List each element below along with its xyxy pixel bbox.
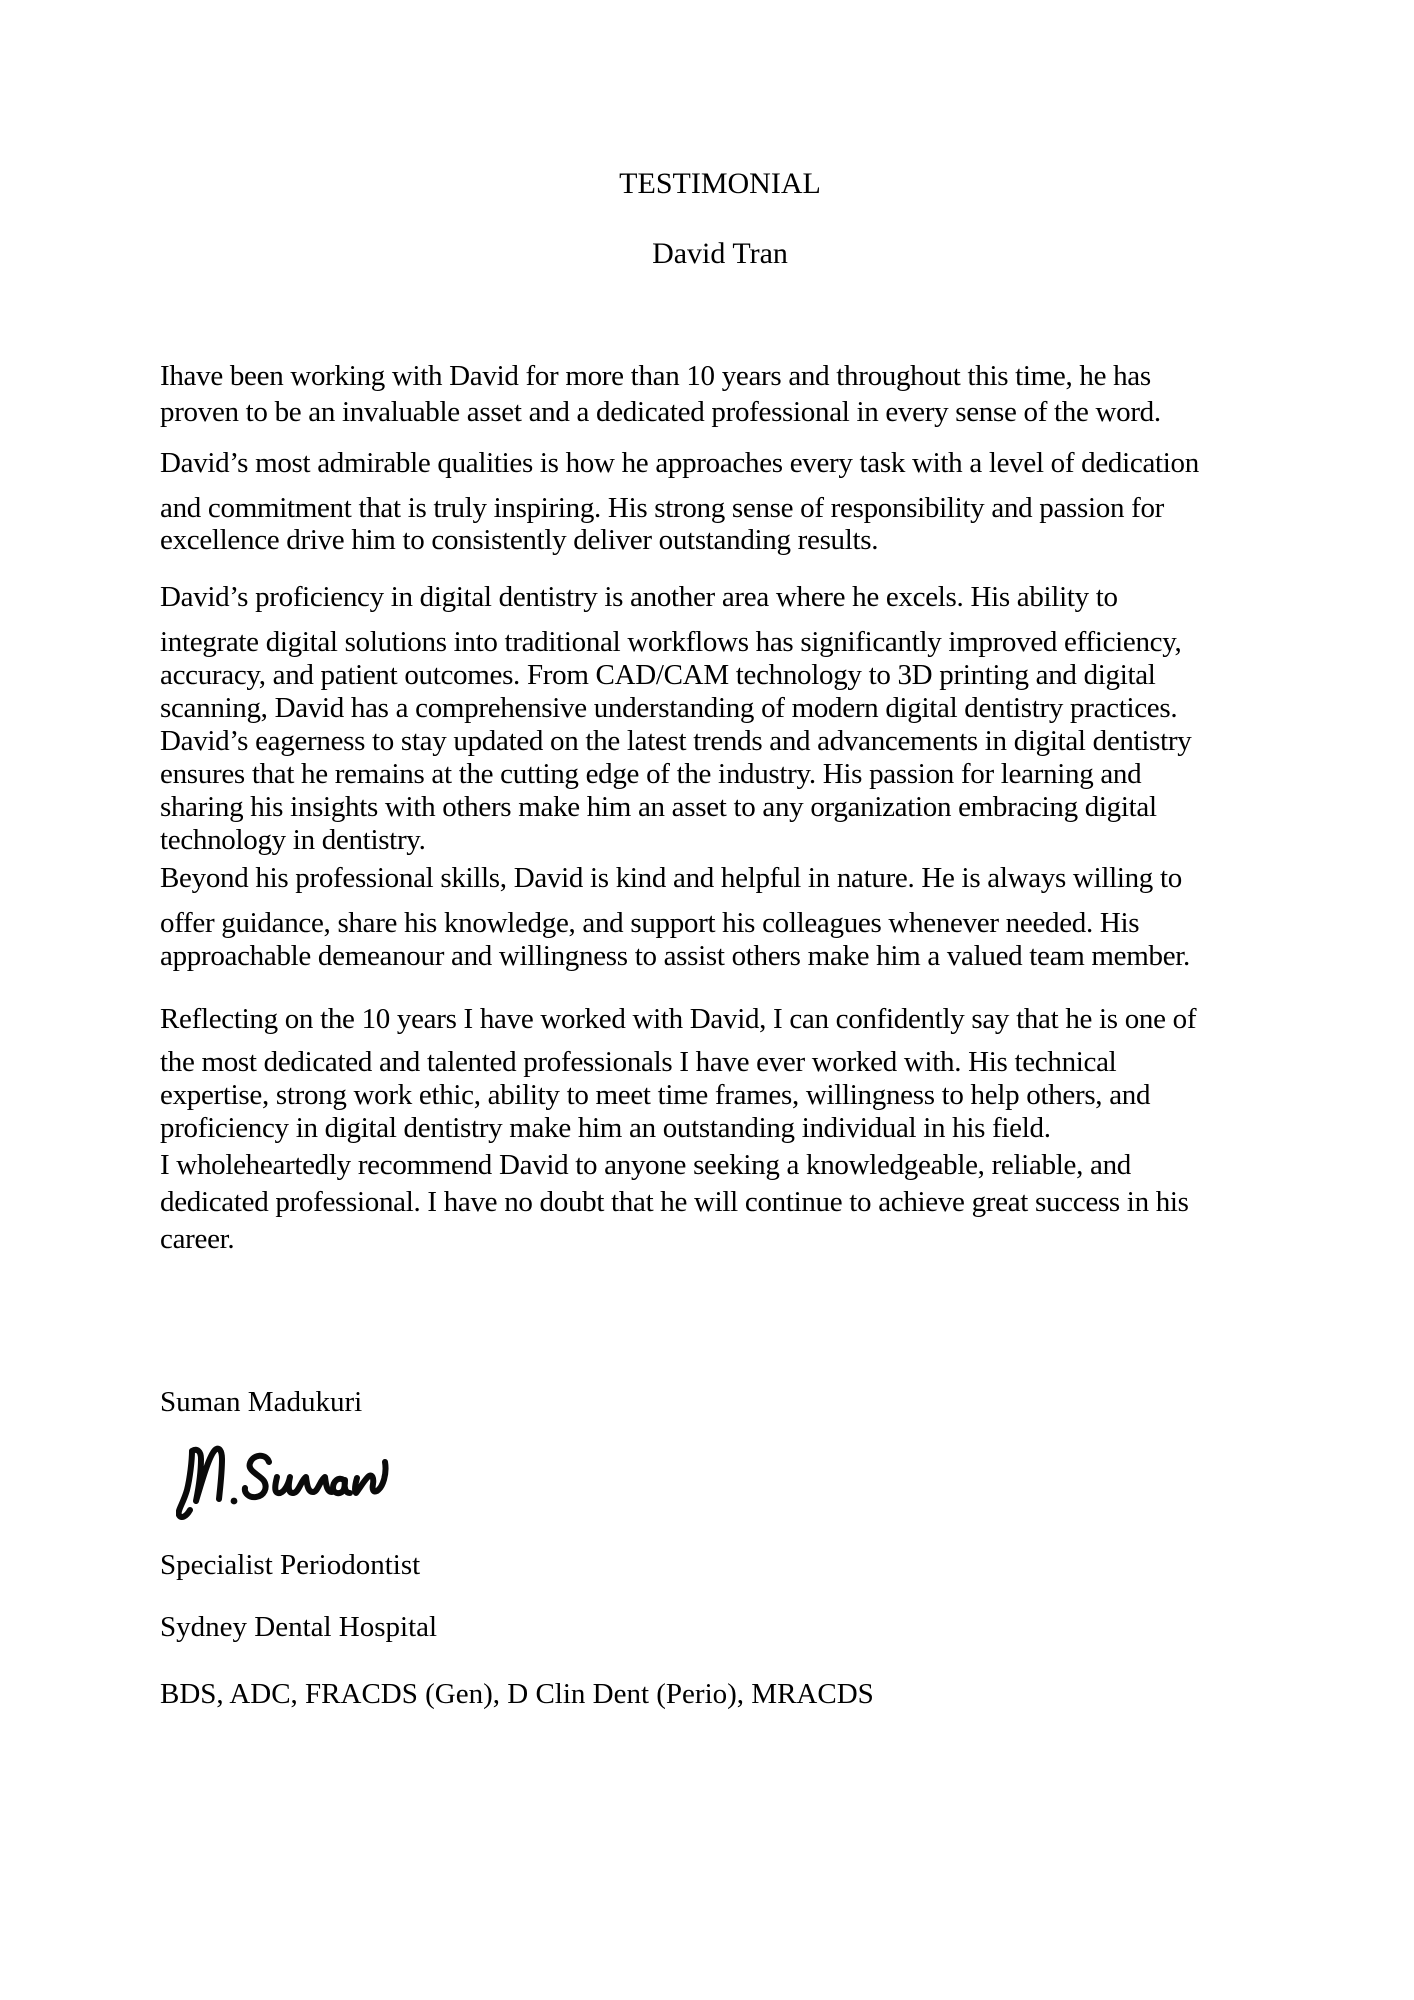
text-line: David’s eagerness to stay updated on the latest trends and advancements in digital dentistry: [160, 725, 1192, 757]
paragraph-recommendation: [160, 1147, 1189, 1258]
handwritten-signature: [176, 1442, 391, 1524]
document-subject-name: David Tran: [652, 237, 788, 270]
signatory-name: Suman Madukuri: [160, 1386, 363, 1418]
paragraph-reflection: [160, 1003, 1196, 1145]
text-line: excellence drive him to consistently deliver outstanding results.: [160, 524, 879, 556]
text-line: scanning, David has a comprehensive understanding of modern digital dentistry practices.: [160, 692, 1178, 724]
text-line: career.: [160, 1223, 235, 1255]
text-line: Ihave been working with David for more than 10 years and throughout this time, he has: [160, 360, 1151, 392]
text-line: integrate digital solutions into traditional workflows has significantly improved efficiency,: [160, 626, 1182, 658]
paragraph-personal-skills: [160, 862, 1190, 973]
text-line: David’s proficiency in digital dentistry is another area where he excels. His ability to: [160, 581, 1118, 613]
signatory-credentials: BDS, ADC, FRACDS (Gen), D Clin Dent (Perio), MRACDS: [160, 1678, 874, 1710]
text-line: offer guidance, share his knowledge, and support his colleagues whenever needed. His: [160, 907, 1140, 939]
text-line: Beyond his professional skills, David is kind and helpful in nature. He is always willing to: [160, 862, 1182, 894]
text-line: I wholeheartedly recommend David to anyone seeking a knowledgeable, reliable, and: [160, 1149, 1131, 1181]
text-line: the most dedicated and talented professionals I have ever worked with. His technical: [160, 1046, 1117, 1078]
paragraph-digital-dentistry: [160, 581, 1191, 857]
paragraph-qualities: [160, 447, 1199, 556]
signatory-title: Specialist Periodontist: [160, 1549, 421, 1581]
document-title: TESTIMONIAL: [619, 167, 821, 200]
text-line: expertise, strong work ethic, ability to meet time frames, willingness to help others, and: [160, 1079, 1151, 1111]
signatory-organization: Sydney Dental Hospital: [160, 1611, 438, 1643]
text-line: sharing his insights with others make him an asset to any organization embracing digital: [160, 791, 1157, 823]
text-line: David’s most admirable qualities is how he approaches every task with a level of dedication: [160, 447, 1199, 479]
text-line: approachable demeanour and willingness to assist others make him a valued team member.: [160, 940, 1190, 972]
text-line: dedicated professional. I have no doubt that he will continue to achieve great success in his: [160, 1186, 1189, 1218]
text-line: accuracy, and patient outcomes. From CAD/CAM technology to 3D printing and digital: [160, 659, 1156, 691]
text-line: proven to be an invaluable asset and a dedicated professional in every sense of the word.: [160, 396, 1161, 428]
paragraph-intro: [160, 358, 1161, 430]
text-line: proficiency in digital dentistry make him an outstanding individual in his field.: [160, 1112, 1051, 1144]
text-line: Reflecting on the 10 years I have worked with David, I can confidently say that he is one of: [160, 1003, 1197, 1035]
text-line: technology in dentistry.: [160, 824, 426, 856]
text-line: and commitment that is truly inspiring. His strong sense of responsibility and passion for: [160, 492, 1165, 524]
text-line: ensures that he remains at the cutting edge of the industry. His passion for learning and: [160, 758, 1142, 790]
